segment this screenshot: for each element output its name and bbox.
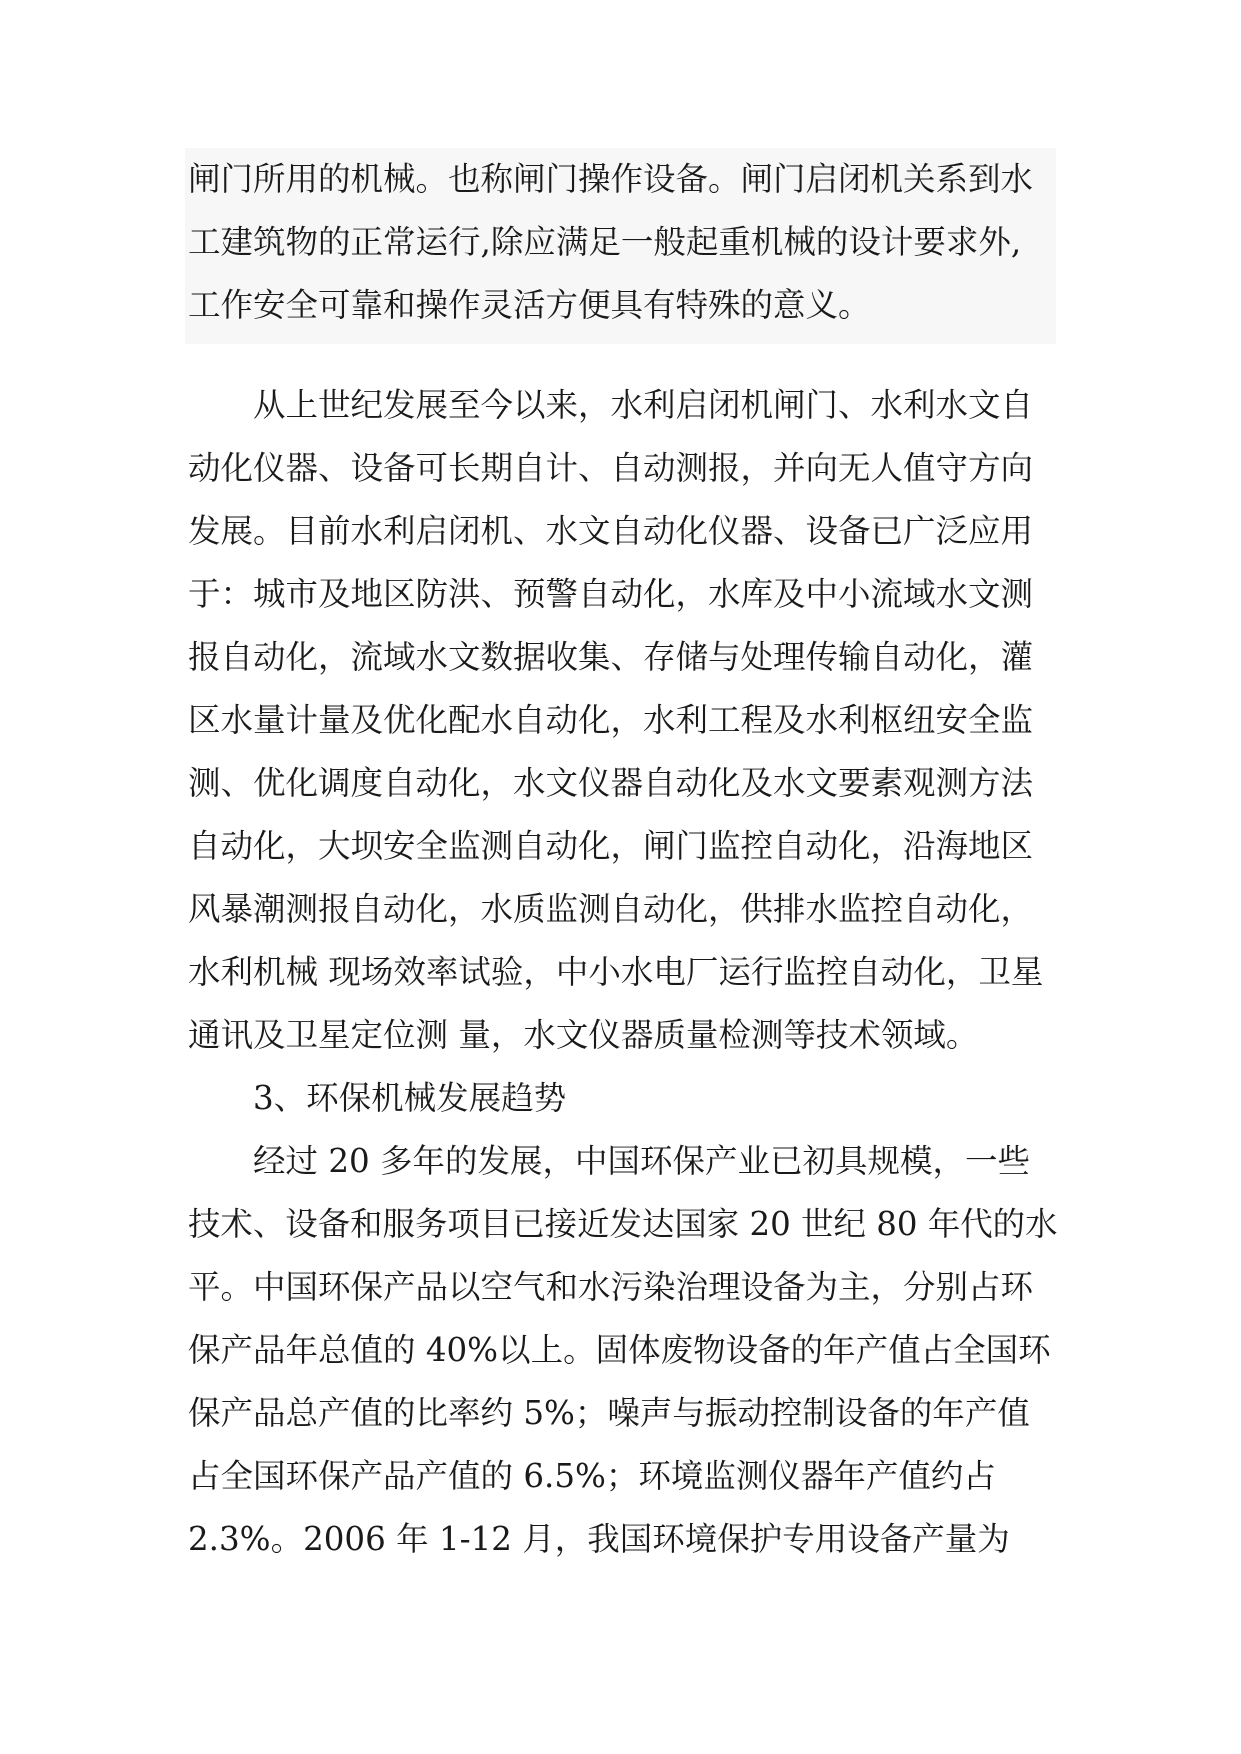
document-body xyxy=(188,0,1058,1754)
text-line: 区水量计量及优化配水自动化，水利工程及水利枢纽安全监 xyxy=(188,701,1034,739)
text-line: 风暴潮测报自动化，水质监测自动化，供排水监控自动化， xyxy=(188,890,1034,928)
text-line: 闸门所用的机械。也称闸门操作设备。闸门启闭机关系到水 xyxy=(188,160,1034,198)
text-line: 通讯及卫星定位测 量，水文仪器质量检测等技术领域。 xyxy=(188,1016,979,1054)
text-line: 发展。目前水利启闭机、水文自动化仪器、设备已广泛应用 xyxy=(188,512,1034,550)
paragraph-first-line: 从上世纪发展至今以来，水利启闭机闸门、水利水文自 xyxy=(253,386,1034,424)
text-line: 保产品年总值的 40%以上。固体废物设备的年产值占全国环 xyxy=(188,1331,1051,1369)
text-line: 技术、设备和服务项目已接近发达国家 20 世纪 80 年代的水 xyxy=(188,1205,1058,1243)
text-line: 工作安全可靠和操作灵活方便具有特殊的意义。 xyxy=(188,286,871,324)
text-line: 占全国环保产品产值的 6.5%；环境监测仪器年产值约占 xyxy=(188,1457,996,1495)
text-line: 2.3%。2006 年 1-12 月，我国环境保护专用设备产量为 xyxy=(188,1520,1010,1558)
text-line: 动化仪器、设备可长期自计、自动测报，并向无人值守方向 xyxy=(188,449,1034,487)
text-line: 平。中国环保产品以空气和水污染治理设备为主，分别占环 xyxy=(188,1268,1034,1306)
text-line: 保产品总产值的比率约 5%；噪声与振动控制设备的年产值 xyxy=(188,1394,1030,1432)
text-line: 报自动化，流域水文数据收集、存储与处理传输自动化，灌 xyxy=(188,638,1034,676)
text-line: 工建筑物的正常运行,除应满足一般起重机械的设计要求外, xyxy=(188,223,1022,261)
text-line: 于：城市及地区防洪、预警自动化，水库及中小流域水文测 xyxy=(188,575,1034,613)
text-line: 测、优化调度自动化，水文仪器自动化及水文要素观测方法 xyxy=(188,764,1034,802)
text-line: 水利机械 现场效率试验，中小水电厂运行监控自动化，卫星 xyxy=(188,953,1044,991)
section-heading: 3、环保机械发展趋势 xyxy=(253,1079,567,1117)
paragraph-first-line: 经过 20 多年的发展，中国环保产业已初具规模，一些 xyxy=(253,1142,1031,1180)
text-line: 自动化，大坝安全监测自动化，闸门监控自动化，沿海地区 xyxy=(188,827,1034,865)
